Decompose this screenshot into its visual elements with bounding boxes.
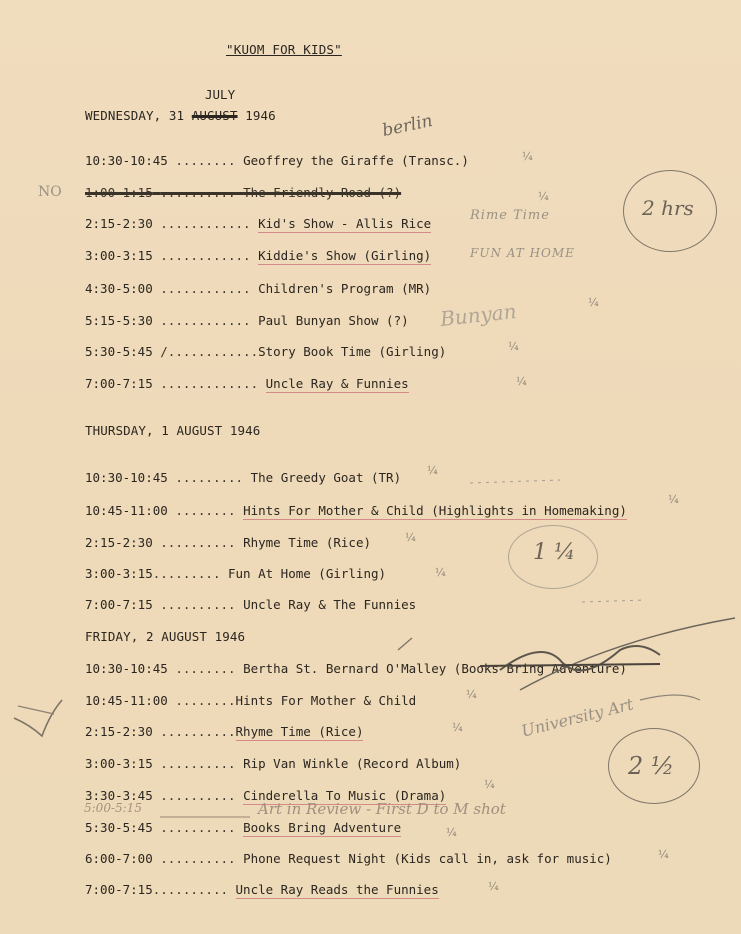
schedule-row: 2:15-2:30 .......... Rhyme Time (Rice) (85, 535, 371, 550)
schedule-row: 3:00-3:15 .......... Rip Van Winkle (Record Album) (85, 756, 462, 771)
schedule-row: 10:45-11:00 ........Hints For Mother & Child (85, 693, 417, 708)
annotation-university-art: University Art (519, 694, 636, 741)
day-heading-thursday: THURSDAY, 1 AUGUST 1946 (85, 423, 261, 438)
annotation-art-in-review: Art in Review - First D to M shot (258, 800, 506, 818)
annotation-fun-at-home: FUN AT HOME (470, 246, 575, 260)
schedule-row: 2:15-2:30 ............ Kid's Show - Allis Rice (85, 216, 432, 231)
annotation-quarter: ¼ (658, 848, 669, 861)
tick-mark (398, 638, 412, 650)
annotation-quarter: ¼ (466, 688, 477, 701)
pencil-line (640, 695, 700, 700)
annotation-2-half: 2 ½ (628, 752, 675, 780)
schedule-row: 10:45-11:00 ........ Hints For Mother & Child (Highlights in Homemaking) (85, 503, 627, 518)
annotation-quarter: ¼ (538, 190, 549, 203)
annotation-quarter: ¼ (508, 340, 519, 353)
schedule-row: 5:15-5:30 ............ Paul Bunyan Show (?) (85, 313, 409, 328)
annotation-1-quarter: 1 ¼ (533, 540, 576, 565)
annotation-quarter: ¼ (446, 826, 457, 839)
schedule-row-struck: 1:00-1:15 .......... The Friendly Road (?) (85, 185, 402, 200)
dotted-line (582, 600, 646, 602)
annotation-2hrs: 2 hrs (642, 196, 694, 220)
schedule-row: 3:00-3:15 ............ Kiddie's Show (Girling) (85, 248, 432, 263)
schedule-row: 7:00-7:15 .......... Uncle Ray & The Funnies (85, 597, 417, 612)
day-heading-friday: FRIDAY, 2 AUGUST 1946 (85, 629, 246, 644)
schedule-row: 10:30-10:45 ........ Bertha St. Bernard O'Malley (Books Bring Adventure) (85, 661, 627, 676)
schedule-row: 10:30-10:45 ......... The Greedy Goat (TR) (85, 470, 402, 485)
annotation-quarter: ¼ (405, 531, 416, 544)
annotation-quarter: ¼ (427, 464, 438, 477)
schedule-row: 10:30-10:45 ........ Geoffrey the Giraffe (Transc.) (85, 153, 469, 168)
schedule-row: 3:00-3:15......... Fun At Home (Girling) (85, 566, 387, 581)
annotation-time-correction: 5:00-5:15 (84, 801, 142, 815)
annotation-quarter: ¼ (484, 778, 495, 791)
schedule-row: 4:30-5:00 ............ Children's Program (MR) (85, 281, 432, 296)
annotation-rime-time: Rime Time (470, 208, 550, 223)
annotation-quarter: ¼ (488, 880, 499, 893)
annotation-quarter: ¼ (452, 721, 463, 734)
page-title: "KUOM FOR KIDS" (226, 42, 342, 57)
annotation-berlin: berlin (380, 110, 435, 142)
schedule-row: 5:30-5:45 .......... Books Bring Adventure (85, 820, 402, 835)
annotation-no: NO (38, 184, 62, 200)
schedule-row: 2:15-2:30 ..........Rhyme Time (Rice) (85, 724, 364, 739)
schedule-row: 6:00-7:00 .......... Phone Request Night (Kids call in, ask for music) (85, 851, 612, 866)
annotation-quarter: ¼ (588, 296, 599, 309)
annotation-quarter: ¼ (522, 150, 533, 163)
month-correction: JULY (205, 87, 236, 102)
dotted-line (470, 480, 560, 483)
schedule-row: 7:00-7:15 ............. Uncle Ray & Funnies (85, 376, 409, 391)
day-heading-wednesday: WEDNESDAY, 31 AUGUST 1946 (85, 108, 276, 123)
check-mark (14, 700, 62, 736)
annotation-quarter: ¼ (668, 493, 679, 506)
annotation-quarter: ¼ (435, 566, 446, 579)
annotation-quarter: ¼ (516, 375, 527, 388)
schedule-row: 7:00-7:15.......... Uncle Ray Reads the Funnies (85, 882, 439, 897)
annotation-paul-margin: Bunyan (438, 299, 518, 331)
pencil-line (18, 706, 54, 714)
schedule-row: 3:30-3:45 .......... Cinderella To Music (Drama) (85, 788, 447, 803)
schedule-row: 5:30-5:45 /............Story Book Time (Girling) (85, 344, 447, 359)
scribble-out (500, 646, 660, 670)
